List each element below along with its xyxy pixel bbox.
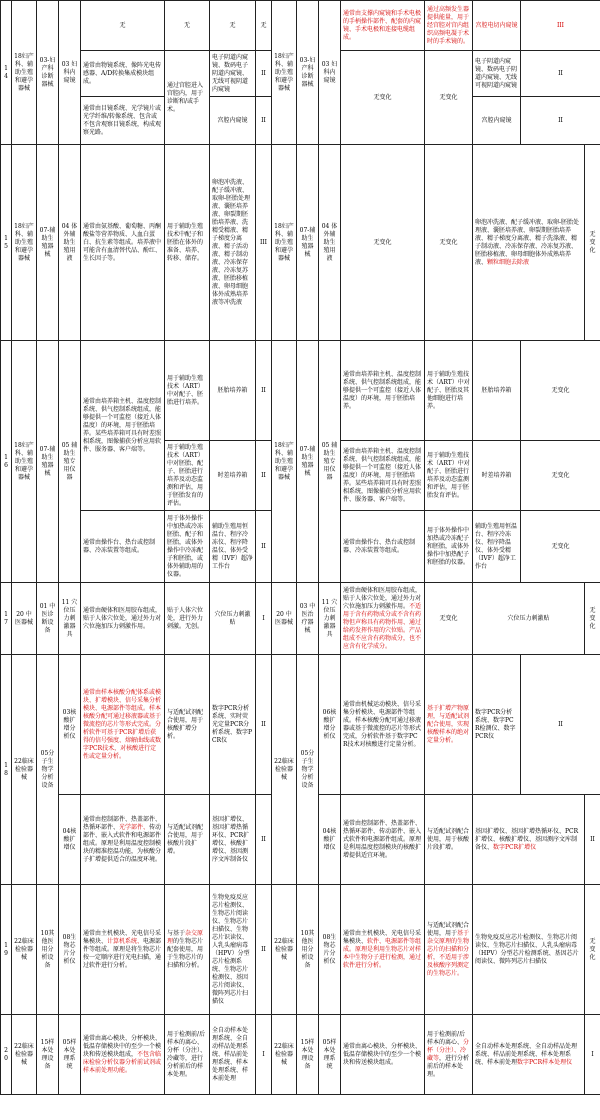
old-desc: 通常由样本核酸分配体系或模块、扩增模块、信号采集分析模块、电源部件等组成。样本核酸分配可通过移液器或基于微流控的芯片等形式完成。分析软件可基于PCR扩增后获得的信号强度、熔解曲线或数字PCR技术，对核酸进行定性或定量分析。 xyxy=(81,655,165,795)
old-desc: 通常由操作台、热台或控制器、冷冻装置等组成。 xyxy=(81,511,165,583)
old-use: 通过宫腔进入宫腔内，用于诊断和/或手术。 xyxy=(165,51,210,145)
old-desc-text: 通常由主机模块、光电信号采集模块、 xyxy=(83,929,162,945)
old-desc-text: 通常由离心模块、分杯模块、低温存储模块中的至少一个模块和传送模块组成， xyxy=(83,1034,162,1058)
subcategory: 07-辅助生殖器械 xyxy=(37,341,59,583)
new-subcategory: 07-辅助生殖器械 xyxy=(297,145,319,341)
new-name-added: 宫腔电切内窥镜 xyxy=(473,1,521,51)
old-class: II xyxy=(256,885,272,1015)
old-desc-text-2: 电源部件等组成。原理是将生物芯片按一定顺序进行光电扫描，通过软件进行分析。 xyxy=(83,937,162,969)
new-use-text: 与适配试剂配合使用，用于 xyxy=(427,921,470,937)
new-product-item: 04核酸扩增仪 xyxy=(319,795,341,885)
old-desc: 通常由培养箱主机、温度控制系统、供气控制系统组成，能够提供一个可监控（接近人体温度）的环境，用于胚胎培养。某些培养箱可具有时差照相系统，图像捕获分析应用软件、服务器、客户端等。 xyxy=(81,341,165,511)
category: 22临床检验器械 xyxy=(12,1015,37,1095)
new-name: 穴位压力刺激贴 xyxy=(473,583,585,655)
new-class: II xyxy=(521,655,600,795)
new-desc: 通常由控制部件、热盖部件、热循环部件、传动部件、嵌入式软件和电源部件组成。原理是利用温度控制模块的核酸扩增提供适宜环境。 xyxy=(341,795,425,885)
old-class: I xyxy=(256,583,272,655)
old-use: 贴于人体穴位处，进行外力刺激。无创。 xyxy=(165,583,210,655)
unchanged-desc: 无变化 xyxy=(341,51,425,145)
new-desc: 通常由机械运动模块、信号采集分析模块、电源部件等组成。样本核酸分配可通过移液器或基于微流控的芯片等形式完成，分析软件基于数字PCR技术对核酸进行定量分析。 xyxy=(341,655,425,795)
old-use-text-2: 的生物芯片配套使用，用于生物芯片的扫描和分析。 xyxy=(167,937,204,969)
old-desc xyxy=(81,885,165,1015)
new-name-added: 数字PCR扩增仪 xyxy=(493,843,537,851)
old-desc xyxy=(81,795,165,885)
new-product-item: 08生物芯片分析仪 xyxy=(319,885,341,1015)
new-use: 用于辅助生殖技术（ART）中对配子、胚胎及其他细胞进行培养。 xyxy=(425,341,473,441)
new-category: 18妇产科、辅助生殖和避孕器械 xyxy=(272,145,297,341)
new-desc-added: 不适用于含有药物成分或不含有药物但声称具有药物作用、通过给药发挥作用的穴位贴。产品组成不应含有药物成分，也不应含有化学成分。 xyxy=(343,602,422,650)
unchanged-use: 无变化 xyxy=(425,51,473,145)
old-desc: 通常由目镜系统、光学镜片或光学纤维/转像系统、包含或不包含观察目镜系统，构成观察光路。 xyxy=(81,97,165,145)
subcategory: 15样本处理设备 xyxy=(37,1015,59,1095)
old-desc-removed: 光学部件、 xyxy=(119,823,150,831)
old-class-none: 无 xyxy=(256,1,272,51)
category: 22临床检验器械 xyxy=(12,885,37,1015)
new-name-added: 数字PCR样本处理仪 xyxy=(517,1058,573,1066)
category: 22临床检验器械 xyxy=(12,655,37,885)
new-category: 18妇产科、辅助生殖和避孕器械 xyxy=(272,341,297,583)
old-use-removed: 杂交原理 xyxy=(167,929,204,945)
row-no: 15 xyxy=(1,145,12,341)
new-subcategory: 05分子生物学分析设备 xyxy=(297,655,319,885)
new-class: II xyxy=(585,795,600,885)
new-subcategory: 03 中医治疗器械 xyxy=(297,583,319,655)
subcategory: 07-辅助生殖器械 xyxy=(37,145,59,341)
new-product-item: 06核酸扩增分析仪 xyxy=(319,655,341,795)
row-no: 17 xyxy=(1,583,12,655)
old-desc xyxy=(81,1015,165,1095)
row-no: 20 xyxy=(1,1015,12,1095)
new-class-added: III xyxy=(521,1,600,51)
old-use: 用于辅助生殖技术（ART）中对胚胎、配子、胚胎进行培养及动态监测和评估，用于胚胎发育的评估。 xyxy=(165,441,210,511)
old-name: 全自动样本处理系统、全自动样品处理系统、样品前处理系统、样本处理系统、样本前处理 xyxy=(210,1015,256,1095)
new-name: 胚胎培养箱 xyxy=(473,341,521,441)
new-desc xyxy=(341,885,425,1015)
new-desc: 通常由培养箱主机、温度控制系统、供气控制系统组成，能够提供一个可监控（接近人体温度）的环境，用于胚胎培养。 xyxy=(341,341,425,441)
new-name xyxy=(473,795,585,885)
subcategory: 03-妇产科诊断器械 xyxy=(37,1,59,145)
new-use-added: 基于杂交原理的生物芯片的扫描和分析，不适用于涉及核酸序列测定的生物芯片。 xyxy=(427,929,470,977)
new-subcategory: 07-辅助生殖器械 xyxy=(297,341,319,583)
old-use: 用于体外操作中加热或冷冻胚胎、配子和胚胎，或体外操作中冷冻配子和胚胎，或体外辅助用的仪器。 xyxy=(165,511,210,583)
new-product-item: 11 穴位压力刺激器具 xyxy=(319,583,341,655)
new-use xyxy=(425,885,473,1015)
new-class: 无变化 xyxy=(521,511,600,583)
new-desc: 通常由培养箱主机、温度控制系统、供气控制系统组成，能够提供一个可监控（接近人体温度）的环境，用于胚胎培养。某些培养箱可具有时差照相系统，图像捕获分析应用软件、服务器、客户端等。 xyxy=(341,441,425,511)
new-category: 18妇产科、辅助生殖和避孕器械 xyxy=(272,1,297,145)
old-name: 电子阴道内窥镜、数码电子阴道内窥镜、无线可视阴道内窥镜 xyxy=(210,51,256,97)
new-desc-text: 通常由主机模块、光电信号采集模块、 xyxy=(343,929,422,945)
new-class: 无变化 xyxy=(585,145,600,341)
old-desc: 通常由硬体和医用胶布组成，贴于人体穴位处，通过外力对穴位施加压力刺激作用。 xyxy=(81,583,165,655)
old-desc-text-2: 传动部件、嵌入式软件和电源部件组成。原理是利用温度控制模块的精准控温功能，为核酸分子扩增提供适合的温度环境。 xyxy=(83,823,162,863)
category: 18妇产科、辅助生殖和避孕器械 xyxy=(12,145,37,341)
new-name xyxy=(473,145,585,341)
new-category: 20 中医器械 xyxy=(272,583,297,655)
old-use-none: 无 xyxy=(165,1,210,51)
old-class: II xyxy=(256,511,272,583)
old-use: 与适配试剂配合使用，用于核酸扩增分析。 xyxy=(165,655,210,795)
old-name: 时差培养箱 xyxy=(210,441,256,511)
new-product-item: 03 妇科内窥镜 xyxy=(319,1,341,145)
new-desc: 通常由离心模块、分杯模块、低温存储模块中的至少一个模块和传送模块组成。 xyxy=(341,1015,425,1095)
new-subcategory: 03-妇产科诊断器械 xyxy=(297,1,319,145)
new-class: 无变化 xyxy=(521,341,600,441)
old-class: II xyxy=(256,97,272,145)
old-name: 穴位压力刺激贴 xyxy=(210,583,256,655)
old-desc: 通常由物镜系统、像阵光电传感器、A/D转换集成模块组成。 xyxy=(81,51,165,97)
unchanged-desc: 无变化 xyxy=(341,145,425,341)
unchanged-use: 无变化 xyxy=(425,583,473,655)
old-desc: 通常由氨基酸、葡萄糖、丙酮酸盐等营养物质、人血白蛋白、抗生素等组成。培养液中可能含有血清替代品、酚红、生长因子等。 xyxy=(81,145,165,341)
old-use: 用于辅助生殖技术中配子和胚胎在体外的准备、培养、转移、储存。 xyxy=(165,145,210,341)
new-class: I xyxy=(585,1015,600,1095)
subcategory: 10其他医用分析设备 xyxy=(37,885,59,1015)
new-class: II xyxy=(521,97,600,145)
old-name: 生物免疫反应芯片检测仪、生物芯片阅读仪、生物芯片扫描仪、生物芯片识读仪、人乳头瘤病毒（HPV）分型芯片检测系统、生物芯片检测仪、基因芯片阅读仪、微阵列芯片扫描仪 xyxy=(210,885,256,1015)
row-no: 19 xyxy=(1,885,12,1015)
product-item: 03 妇科内窥镜 xyxy=(59,1,81,145)
new-category: 22临床检验器械 xyxy=(272,655,297,885)
new-subcategory: 10其他医用分析设备 xyxy=(297,885,319,1015)
product-item: 05 辅助生殖专用仪器 xyxy=(59,341,81,583)
old-name: 数字PCR分析系统、实时荧光定量PCR分析系统、数字PCR仪 xyxy=(210,655,256,795)
subcategory: 05分子生物学分析设备 xyxy=(37,655,59,885)
new-class: 无变化 xyxy=(521,441,600,511)
new-subcategory: 15样本处理设备 xyxy=(297,1015,319,1095)
old-class: II xyxy=(256,341,272,441)
new-class: 无变化 xyxy=(585,885,600,1015)
new-category: 22临床检验器械 xyxy=(272,885,297,1015)
new-class: 无变化 xyxy=(585,583,600,655)
new-use: 基于扩增产物原理，与适配试剂配合使用，实现核酸样本的绝对定量分析。 xyxy=(425,655,473,795)
old-use: 用于辅助生殖技术（ART）中对配子、胚胎进行培养。 xyxy=(165,341,210,441)
old-name: 卵泡冲洗液、配子缓冲液、取卵-胚胎处理液、囊胚培养液、卵裂期胚胎培养液、洗精受精液、精子梯度分离液、精子活动液、精子制动液、冷冻保存液、冷冻复苏液、胚胎移植液、卵母细胞体外成熟培养液等冲洗液 xyxy=(210,145,256,341)
category: 18妇产科、辅助生殖和避孕器械 xyxy=(12,1,37,145)
new-name: 宫腔内窥镜 xyxy=(473,97,521,145)
new-name-text: 全自动样本处理系统、全自动样品处理系统、样品前处理系统、样本处理系统、样本前处理 xyxy=(475,1042,578,1066)
unchanged-use: 无变化 xyxy=(425,145,473,341)
new-name-text: 卵泡冲洗液、配子缓冲液、取卵-胚胎处理液、囊胚培养液、卵裂期胚胎培养液、精子梯度分离液、精子洗涤液、精子制动液、冷冻保存液、冷冻复苏液、胚胎移植液、卵母细胞体外成熟培养液、 xyxy=(475,218,580,266)
old-class: I xyxy=(256,1015,272,1095)
new-use-text: 用于检测前/后样本的离心、 xyxy=(427,1030,466,1046)
new-use-text-2: ，进行分析前后的样本处理。 xyxy=(427,1054,470,1078)
new-use xyxy=(425,1015,473,1095)
new-desc-added: 软件、电源部件等组成。原理是利用生物芯片对样本中生物分子进行检测，通过软件进行分析。 xyxy=(343,937,422,969)
new-name: 生物免疫反应芯片检测仪、生物芯片阅读仪、生物芯片扫描仪、人乳头瘤病毒（HPV）分型芯片检测系统、基因芯片阅读仪、微阵列芯片扫描仪 xyxy=(473,885,585,1015)
old-class: II xyxy=(256,655,272,795)
old-desc-removed: 计算机系统、 xyxy=(107,937,144,945)
old-name: 胚胎培养箱 xyxy=(210,341,256,441)
category: 20 中医器械 xyxy=(12,583,37,655)
old-desc-removed: 不包含临床检验分析仪器分析前试剂或样本前处理功能。 xyxy=(83,1050,162,1074)
new-product-item: 04 体外辅助生殖用液 xyxy=(319,145,341,341)
new-name xyxy=(473,1015,585,1095)
old-class: II xyxy=(256,51,272,97)
old-class: II xyxy=(256,795,272,885)
product-item: 03核酸扩增分析仪 xyxy=(59,655,81,795)
new-use: 用于体外操作中加热或冷冻配子和胚胎，或体外操作中加热配子和胚胎的仪器。 xyxy=(425,511,473,583)
old-name: 宫腔内窥镜 xyxy=(210,97,256,145)
old-desc-none: 无 xyxy=(81,1,165,51)
new-desc-added: 通常由支撑内窥镜和手术电极的手柄操作部件、配套的内窥镜、手术电极和连接电缆组成。 xyxy=(341,1,425,51)
product-item: 08生物芯片分析仪 xyxy=(59,885,81,1015)
new-use-added: 通过高频发生器提供能量，用于经宫腔对宫内组织高频电凝于术时的手术镜的。 xyxy=(425,1,473,51)
old-name: 辅助生殖用恒温台、程序冷冻仪、程序降温仪、体外受精（IVF）超净工作台 xyxy=(210,511,256,583)
old-name-none: 无 xyxy=(210,1,256,51)
new-name-text: 基因扩增仪、基因扩增热循环仪、PCR扩增仪、核酸扩增仪、基因测序文库制备仪、 xyxy=(475,827,579,851)
product-item: 04 体外辅助生殖用液 xyxy=(59,145,81,341)
row-no: 16 xyxy=(1,341,12,583)
old-use: 与适配试剂配合使用，用于核酸片段扩增。 xyxy=(165,795,210,885)
old-name: 基因扩增仪、基因扩增热循环仪、PCR扩增仪、核酸扩增仪、基因测序文库制备仪 xyxy=(210,795,256,885)
new-desc xyxy=(341,583,425,655)
row-no: 18 xyxy=(1,655,12,885)
new-desc: 通常由操作台、热台或控制器、冷冻装置等组成。 xyxy=(341,511,425,583)
old-use-text: 与基于 xyxy=(167,929,186,937)
new-class: II xyxy=(521,51,600,97)
product-item: 04核酸扩增仪 xyxy=(59,795,81,885)
subcategory: 01 中医诊断设备 xyxy=(37,583,59,655)
product-item: 11 穴位压力刺激器具 xyxy=(59,583,81,655)
row-no: 14 xyxy=(1,1,12,145)
old-use xyxy=(165,885,210,1015)
new-name: 辅助生殖用恒温台、程序冷冻仪、程序降温仪、体外受精（IVF）超净工作台 xyxy=(473,511,521,583)
new-category: 22临床检验器械 xyxy=(272,1015,297,1095)
new-use-added: 分杯（分注）、冷藏等 xyxy=(427,1038,470,1062)
new-name: 时差培养箱 xyxy=(473,441,521,511)
new-name-added: 颗粒细胞去除液 xyxy=(487,258,530,266)
old-class: II xyxy=(256,441,272,511)
new-use: 与适配试剂配合使用，用于核酸片段扩增。 xyxy=(425,795,473,885)
old-class: III xyxy=(256,145,272,341)
new-use: 用于辅助生殖技术（ART）中对配子、胚胎进行培养及动态监测和评估，用于胚胎发育评估。 xyxy=(425,441,473,511)
category: 18妇产科、辅助生殖和避孕器械 xyxy=(12,341,37,583)
old-desc-text: 通常由控制部件、热盖部件、热循环部件、 xyxy=(83,815,162,831)
new-desc-text: 通常由硬体和医用胶布组成，贴于人体穴位处，通过外力对穴位施加压力刺激作用。 xyxy=(343,586,422,610)
new-product-item: 05 辅助生殖专用仪器 xyxy=(319,341,341,583)
new-name: 电子阴道内窥镜、数码电子阴道内窥镜、无线可视阴道内窥镜 xyxy=(473,51,521,97)
new-name: 数字PCR分析系统、数字PCR检测仪、数字PCR仪 xyxy=(473,655,521,795)
product-item: 05样本处理系统 xyxy=(59,1015,81,1095)
new-product-item: 05样本处理系统 xyxy=(319,1015,341,1095)
old-use: 用于检测前/后样本的离心、分杯（分注）、冷藏等，进行分析前后的样本处理。 xyxy=(165,1015,210,1095)
